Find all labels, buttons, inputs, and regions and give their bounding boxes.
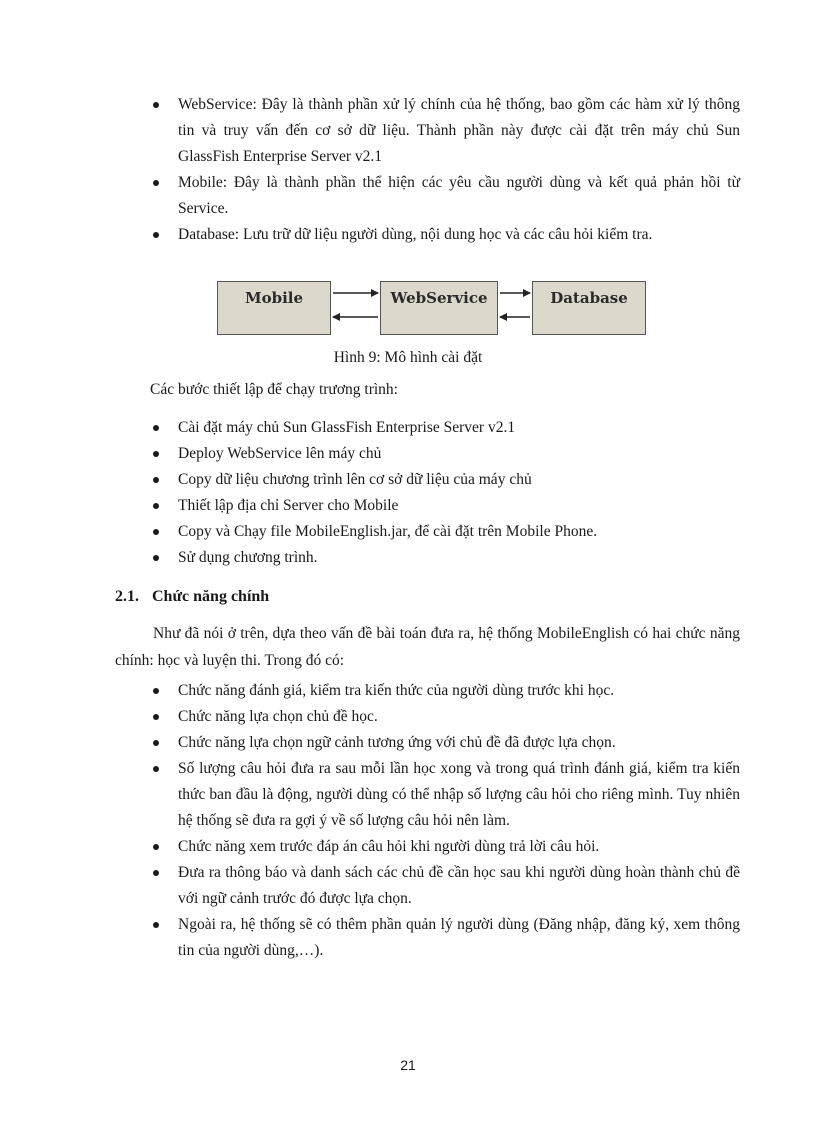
- bullet-icon: [153, 688, 159, 694]
- list-item-text: Mobile: Đây là thành phần thể hiện các yêu cầu người dùng và kết quả phản hồi từ Service.: [178, 174, 740, 217]
- list-item-text: Ngoài ra, hệ thống sẽ có thêm phần quản lý người dùng (Đăng nhập, đăng ký, xem thông tin của người dùng,…).: [178, 916, 740, 959]
- list-item-text: Chức năng xem trước đáp án câu hỏi khi người dùng trả lời câu hỏi.: [178, 838, 600, 855]
- setup-steps-list: [150, 415, 740, 571]
- bullet-icon: [153, 529, 159, 535]
- section-heading: [115, 588, 269, 606]
- bullet-icon: [153, 477, 159, 483]
- bullet-icon: [153, 844, 159, 850]
- list-item: [150, 704, 740, 730]
- list-item: [150, 912, 740, 964]
- list-item-text: Sử dụng chương trình.: [178, 549, 318, 566]
- bullet-icon: [153, 714, 159, 720]
- list-item: [150, 441, 740, 467]
- list-item-text: Đưa ra thông báo và danh sách các chủ đề cần học sau khi người dùng hoàn thành chủ đề với ngữ cảnh trước đó được lựa chọn.: [178, 864, 740, 907]
- diagram-box-webservice: WebService: [380, 281, 498, 335]
- list-item: [150, 834, 740, 860]
- list-item: [150, 545, 740, 571]
- list-item: [150, 493, 740, 519]
- list-item-text: Database: Lưu trữ dữ liệu người dùng, nội dung học và các câu hỏi kiểm tra.: [178, 226, 653, 243]
- deployment-diagram: [217, 281, 647, 337]
- section-number: 2.1.: [115, 588, 139, 605]
- list-item: [150, 415, 740, 441]
- list-item: [150, 860, 740, 912]
- setup-intro: Các bước thiết lập để chạy trương trình:: [150, 381, 398, 398]
- bullet-icon: [153, 102, 159, 108]
- list-item: [150, 467, 740, 493]
- list-item-text: Chức năng lựa chọn chủ đề học.: [178, 708, 378, 725]
- figure-caption: Hình 9: Mô hình cài đặt: [333, 349, 483, 366]
- feature-list: [150, 678, 740, 964]
- list-item-text: Deploy WebService lên máy chủ: [178, 445, 382, 462]
- bullet-icon: [153, 180, 159, 186]
- diagram-box-database: Database: [532, 281, 646, 335]
- list-item-text: Thiết lập địa chỉ Server cho Mobile: [178, 497, 399, 514]
- list-item: [150, 730, 740, 756]
- bullet-icon: [153, 503, 159, 509]
- bullet-icon: [153, 870, 159, 876]
- bullet-icon: [153, 740, 159, 746]
- component-list: [150, 92, 740, 248]
- bullet-icon: [153, 555, 159, 561]
- list-item: [150, 170, 740, 222]
- list-item: [150, 519, 740, 545]
- page-number: 21: [400, 1057, 416, 1073]
- list-item: [150, 92, 740, 170]
- list-item-text: Cài đặt máy chủ Sun GlassFish Enterprise Server v2.1: [178, 419, 516, 436]
- section-paragraph: Như đã nói ở trên, dựa theo vấn đề bài toán đưa ra, hệ thống MobileEnglish có hai chức năng chính: học và luyện thi. Trong đó có:: [115, 625, 740, 669]
- diagram-arrows: [217, 281, 647, 337]
- list-item-text: WebService: Đây là thành phần xử lý chính của hệ thống, bao gồm các hàm xử lý thông tin và truy vấn đến cơ sở dữ liệu. Thành phần này được cài đặt trên máy chủ Sun GlassFish Enterprise Server v2.1: [178, 96, 740, 165]
- bullet-icon: [153, 451, 159, 457]
- list-item: [150, 756, 740, 834]
- bullet-icon: [153, 922, 159, 928]
- list-item: [150, 678, 740, 704]
- list-item-text: Copy và Chạy file MobileEnglish.jar, để cài đặt trên Mobile Phone.: [178, 523, 598, 540]
- list-item-text: Copy dữ liệu chương trình lên cơ sở dữ liệu của máy chủ: [178, 471, 532, 488]
- list-item-text: Số lượng câu hỏi đưa ra sau mỗi lần học xong và trong quá trình đánh giá, kiểm tra kiến thức ban đầu là động, người dùng có thể nhập số lượng câu hỏi cho riêng mình. Tuy nhiên hệ thống sẽ đưa ra gợi ý về số lượng câu hỏi nên làm.: [178, 760, 740, 829]
- bullet-icon: [153, 425, 159, 431]
- list-item-text: Chức năng lựa chọn ngữ cảnh tương ứng với chủ đề đã được lựa chọn.: [178, 734, 616, 751]
- bullet-icon: [153, 232, 159, 238]
- list-item-text: Chức năng đánh giá, kiểm tra kiến thức của người dùng trước khi học.: [178, 682, 615, 699]
- section-title: Chức năng chính: [152, 588, 270, 605]
- bullet-icon: [153, 766, 159, 772]
- diagram-box-mobile: Mobile: [217, 281, 331, 335]
- list-item: [150, 222, 740, 248]
